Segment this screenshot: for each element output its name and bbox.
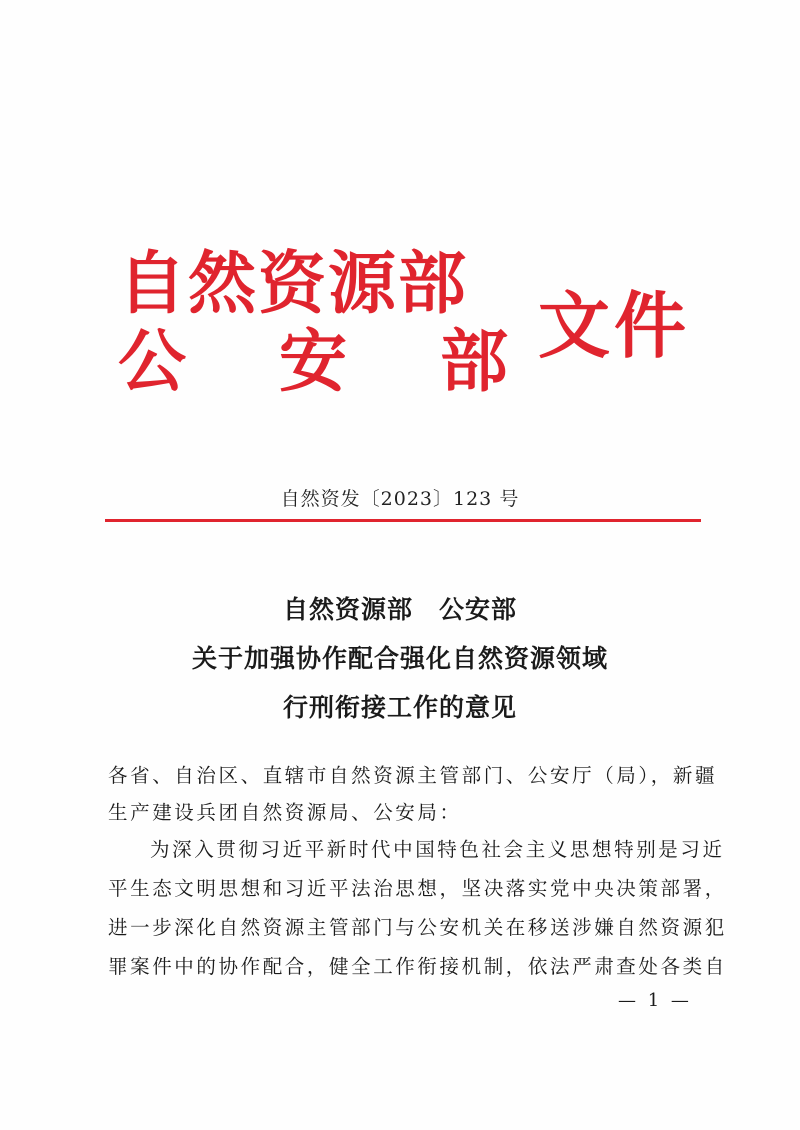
page-number: — 1 — [618, 990, 692, 1011]
document-title-line-3: 行刑衔接工作的意见 [282, 693, 517, 722]
document-number: 自然资发〔2023〕123 号 [280, 488, 520, 510]
body-line-3: 进一步深化自然资源主管部门与公安机关在移送涉嫌自然资源犯 [108, 916, 727, 939]
document-title-line-2: 关于加强协作配合强化自然资源领域 [191, 644, 608, 673]
body-line-2: 平生态文明思想和习近平法治思想，坚决落实党中央决策部署， [108, 877, 727, 900]
issuer-char: 公 [118, 322, 189, 402]
issuer-public-security [118, 322, 510, 402]
red-header [118, 240, 698, 410]
body-line-4: 罪案件中的协作配合，健全工作衔接机制，依法严肃查处各类自 [108, 955, 727, 978]
issuer-natural-resources: 自然资源部 [118, 244, 469, 324]
issuer-char: 安 [278, 322, 349, 402]
document-word: 文件 [538, 283, 691, 368]
body-line-1: 为深入贯彻习近平新时代中国特色社会主义思想特别是习近 [150, 838, 725, 861]
document-title-line-1: 自然资源部 公安部 [282, 595, 517, 624]
red-separator-line [105, 519, 701, 522]
addressee-line-2: 生产建设兵团自然资源局、公安局： [108, 801, 462, 824]
addressee-line-1: 各省、自治区、直辖市自然资源主管部门、公安厅（局），新疆 [108, 764, 718, 787]
issuer-char: 部 [439, 322, 510, 402]
